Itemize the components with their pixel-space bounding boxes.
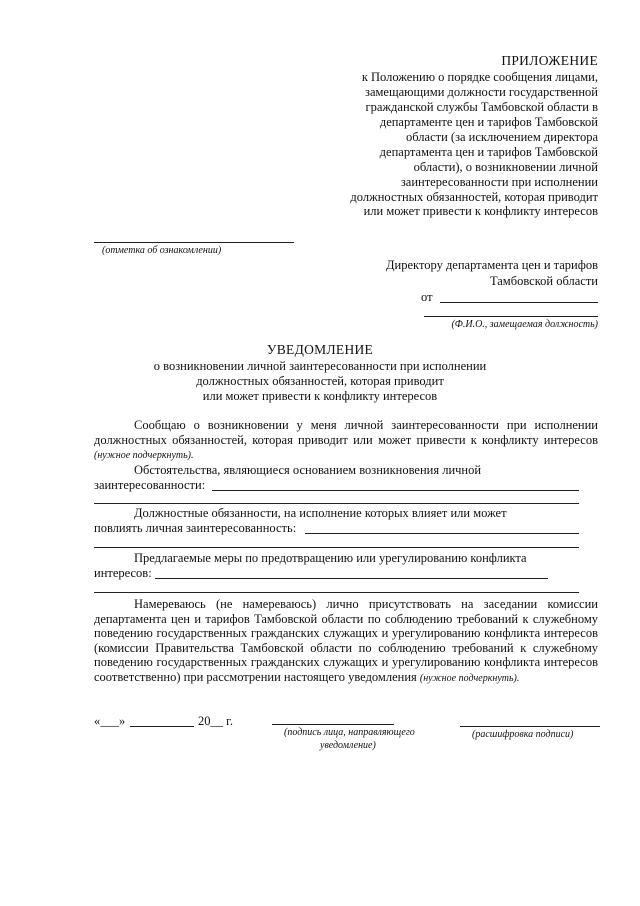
circumstances-label-1: Обстоятельства, являющиеся основанием возникновения личной [134, 463, 482, 477]
appendix-title: ПРИЛОЖЕНИЕ [501, 53, 598, 68]
circumstances-label-2: заинтересованности: [94, 478, 206, 492]
paragraph-attendance-text: Намереваюсь (не намереваюсь) лично присутствовать на заседании комиссии департамента цен и тарифов Тамбовской области по соблюдению требований к служебному поведению государственных гражданских служащих и урегулированию конфликта интересов (комиссии Правительства Тамбовской области по соблюдению требований к служебному поведению государственных гражданских служащих и урегулированию конфликта интересов соответственно) при рассмотрении настоящего уведомления [94, 597, 598, 684]
measures-field-line [155, 578, 548, 579]
notice-title: УВЕДОМЛЕНИЕ [266, 342, 374, 357]
signature-line [272, 724, 394, 725]
from-line [440, 302, 598, 303]
measures-field-line-2 [94, 592, 579, 593]
signature-decode-caption: (расшифровка подписи) [472, 729, 574, 740]
addressee-line-2: Тамбовской области [489, 274, 598, 288]
paragraph-attendance-note: (нужное подчеркнуть). [419, 672, 520, 684]
appendix-line: департаменте цен и тарифов Тамбовской [379, 115, 598, 129]
appendix-line: должностных обязанностей, которая приводит [350, 190, 598, 204]
appendix-line: заинтересованности при исполнении [400, 175, 598, 189]
signature-caption-1: (подпись лица, направляющего [284, 727, 415, 738]
measures-label-2: интересов: [94, 566, 152, 580]
from-label: от [421, 290, 433, 304]
signature-caption-2: уведомление) [320, 740, 376, 751]
date-month-line [130, 726, 194, 727]
appendix-line: или может привести к конфликту интересов [363, 204, 598, 218]
circumstances-field-line [212, 490, 579, 491]
signature-decode-line [460, 726, 600, 727]
acquaintance-line [94, 242, 294, 243]
date-year: 20__ г. [198, 714, 233, 728]
duties-field-line [305, 533, 579, 534]
appendix-line: области (за исключением директора [406, 130, 598, 144]
addressee-line-1: Директору департамента цен и тарифов [386, 258, 598, 272]
duties-label-1: Должностные обязанности, на исполнение которых влияет или может [134, 506, 507, 520]
paragraph-interest-text: Сообщаю о возникновении у меня личной заинтересованности при исполнении должностных обязанностей, которая приводит или может привести к конфликту интересов [94, 418, 598, 447]
date-day: «___» [94, 714, 126, 728]
appendix-line: гражданской службы Тамбовской области в [365, 100, 598, 114]
appendix-line: департамента цен и тарифов Тамбовской [379, 145, 598, 159]
notice-subtitle: или может привести к конфликту интересов [202, 389, 438, 403]
paragraph-attendance [94, 597, 598, 687]
measures-label-1: Предлагаемые меры по предотвращению или урегулированию конфликта [134, 551, 527, 565]
duties-label-2: повлиять личная заинтересованность: [94, 521, 297, 535]
appendix-line: области), о возникновении личной [413, 160, 598, 174]
notice-subtitle: должностных обязанностей, которая приводит [196, 374, 444, 388]
fio-caption: (Ф.И.О., замещаемая должность) [451, 319, 598, 330]
acquaintance-caption: (отметка об ознакомлении) [102, 245, 222, 256]
circumstances-field-line-2 [94, 503, 579, 504]
appendix-line: к Положению о порядке сообщения лицами, [361, 70, 598, 84]
paragraph-interest [94, 418, 598, 464]
appendix-line: замещающими должности государственной [365, 85, 598, 99]
paragraph-interest-note: (нужное подчеркнуть). [94, 450, 194, 462]
duties-field-line-2 [94, 547, 579, 548]
fio-line [424, 316, 598, 317]
notice-subtitle: о возникновении личной заинтересованности при исполнении [153, 359, 487, 373]
